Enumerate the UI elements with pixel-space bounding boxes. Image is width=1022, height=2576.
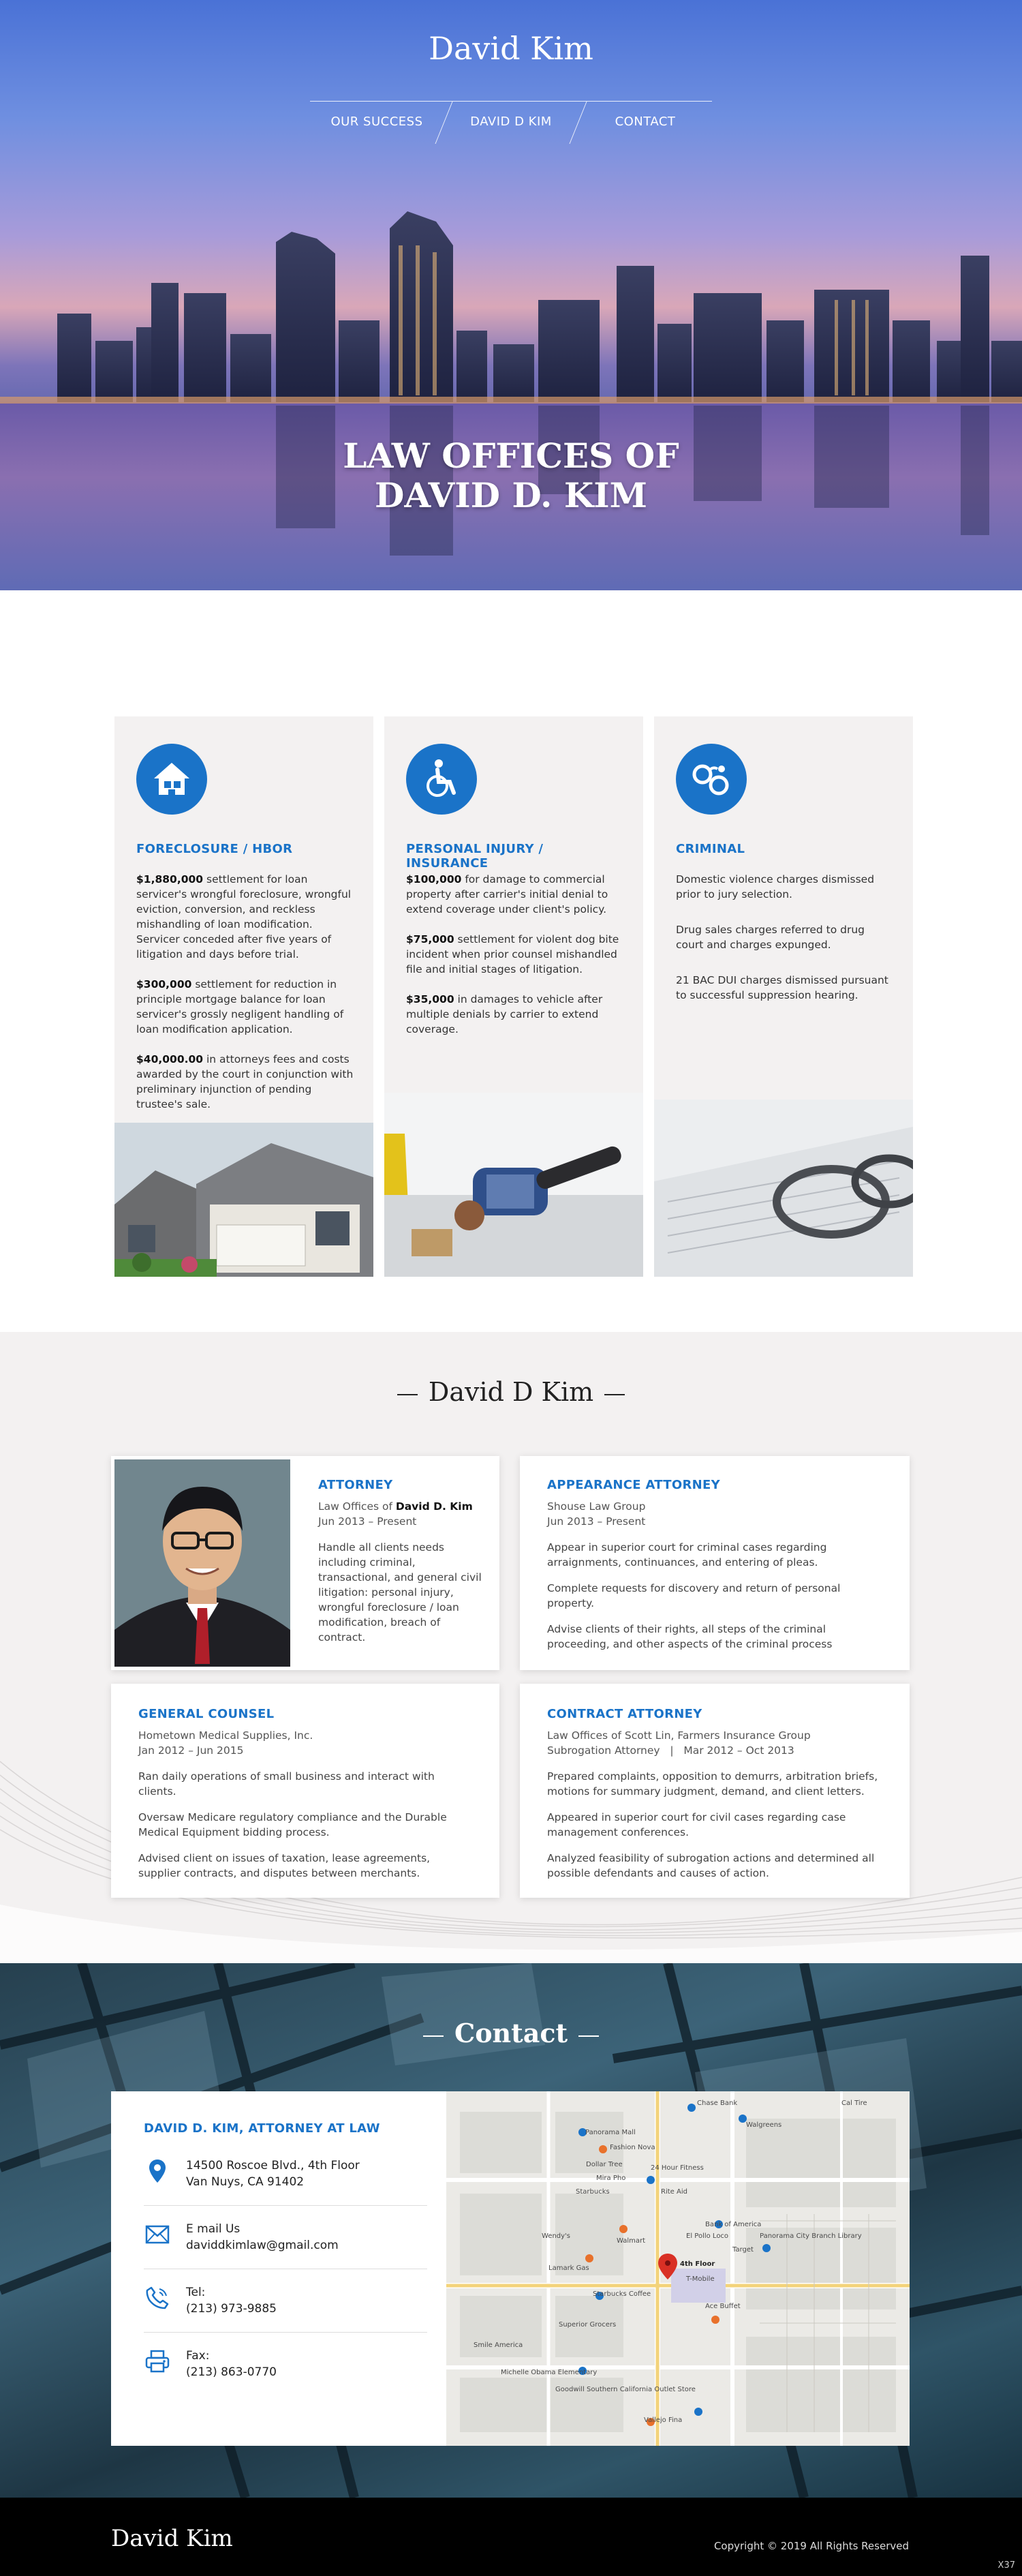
success-card-foreclosure xyxy=(114,716,373,1277)
hero xyxy=(0,0,1022,590)
map-label: Chase Bank xyxy=(697,2100,738,2107)
map-label: Goodwill Southern California Outlet Store xyxy=(555,2386,696,2393)
item-text: in damages to vehicle after multiple denials by carrier to extend coverage. xyxy=(406,993,603,1035)
map-label: Dollar Tree xyxy=(586,2161,623,2168)
hero-heading-line1: LAW OFFICES OF xyxy=(343,436,679,476)
date-range: Mar 2012 – Oct 2013 xyxy=(683,1744,794,1757)
slip-fall-photo xyxy=(384,1093,643,1277)
fax-label: Fax: xyxy=(186,2349,210,2363)
printer-icon xyxy=(144,2348,171,2375)
handcuffs-icon xyxy=(676,744,747,815)
success-cards xyxy=(114,716,913,1277)
map-label: Superior Grocers xyxy=(559,2321,617,2329)
resume-card-item: Appear in superior court for criminal cases regarding arraignments, continuances, and entering of pleas. xyxy=(547,1541,827,1569)
nav-our-success[interactable]: OUR SUCCESS xyxy=(330,115,423,129)
map-label: Panorama Mall xyxy=(585,2129,636,2136)
map-label: Cal Tire xyxy=(841,2100,867,2107)
organization: Hometown Medical Supplies, Inc. xyxy=(138,1729,313,1742)
item-text: for damage to commercial property after carrier's initial denial to extend coverage under client's policy. xyxy=(406,873,608,915)
email-address[interactable]: daviddkimlaw@gmail.com xyxy=(186,2239,339,2252)
title-dash xyxy=(604,1394,625,1395)
resume-card-appearance-attorney xyxy=(520,1456,910,1670)
map-label: El Pollo Loco xyxy=(686,2232,729,2240)
resume-card-meta xyxy=(547,1728,882,1758)
title-dash xyxy=(423,2035,444,2037)
card-items xyxy=(406,872,625,1052)
card-item: 21 BAC DUI charges dismissed pursuant to successful suppression hearing. xyxy=(676,974,888,1001)
date-range: Jan 2012 – Jun 2015 xyxy=(138,1744,244,1757)
contact-fax-row xyxy=(144,2333,427,2395)
map-label: 24 Hour Fitness xyxy=(651,2164,704,2172)
tel-label: Tel: xyxy=(186,2286,206,2299)
date-range: Jun 2013 – Present xyxy=(318,1515,417,1528)
organization: Shouse Law Group xyxy=(547,1500,646,1513)
hero-heading-line2: DAVID D. KIM xyxy=(374,475,648,515)
map-label: Starbucks xyxy=(576,2188,610,2196)
resume-card-item: Advise clients of their rights, all steps of the criminal proceeding, and other aspects of the criminal process xyxy=(547,1623,833,1650)
map-label: T-Mobile xyxy=(686,2275,715,2283)
card-items xyxy=(676,872,895,1023)
resume-card-attorney xyxy=(111,1456,499,1670)
resume-card-general-counsel xyxy=(111,1684,499,1898)
main-nav xyxy=(310,101,712,142)
footer xyxy=(0,2498,1022,2576)
email-label: E mail Us xyxy=(186,2222,241,2236)
success-card-criminal xyxy=(654,716,913,1277)
resume-card-meta xyxy=(547,1499,882,1529)
map-label: Vallejo Fina xyxy=(644,2416,683,2424)
resume-card-title: APPEARANCE ATTORNEY xyxy=(547,1478,720,1492)
email[interactable] xyxy=(186,2221,339,2254)
role-and-dates: Subrogation Attorney | Mar 2012 – Oct 2013 xyxy=(547,1744,794,1757)
item-text: settlement for violent dog bite incident when prior counsel mishandled file and initial stages of litigation. xyxy=(406,933,619,975)
item-text: in attorneys fees and costs awarded by the court in conjunction with preliminary injunction of pending trustee's sale. xyxy=(136,1053,354,1110)
phone[interactable] xyxy=(186,2284,277,2317)
map-pin-icon xyxy=(144,2157,171,2185)
map-label: Panorama City Branch Library xyxy=(760,2232,862,2240)
portrait-photo xyxy=(114,1459,290,1667)
map-label: Wendy's xyxy=(542,2232,571,2240)
footer-badge: X37 xyxy=(997,2560,1015,2571)
resume-card-item: Prepared complaints, opposition to demurrs, arbitration briefs, motions for summary judgment, demand, and client letters. xyxy=(547,1770,878,1798)
resume-card-contract-attorney xyxy=(520,1684,910,1898)
contact-heading: DAVID D. KIM, ATTORNEY AT LAW xyxy=(144,2121,380,2136)
handcuffs-document-photo xyxy=(654,1100,913,1277)
amount: $1,880,000 xyxy=(136,873,204,885)
map-label: Rite Aid xyxy=(661,2188,687,2196)
map-label: 4th Floor xyxy=(680,2260,715,2268)
resume-card-body xyxy=(294,1456,499,1670)
card-item xyxy=(406,932,625,977)
resume-card-item: Ran daily operations of small business and interact with clients. xyxy=(138,1770,435,1798)
map-label: Walmart xyxy=(617,2237,646,2245)
success-card-personal-injury xyxy=(384,716,643,1277)
contact-section xyxy=(0,1963,1022,2498)
item-text: settlement for reduction in principle mortgage balance for loan servicer's grossly negligent handling of loan modification application. xyxy=(136,978,344,1035)
wheelchair-icon xyxy=(406,744,477,815)
contact-address-row xyxy=(144,2156,427,2206)
org-name: David D. Kim xyxy=(395,1500,473,1513)
card-title: FORECLOSURE / HBOR xyxy=(136,842,293,856)
title-dash xyxy=(397,1394,418,1395)
fax xyxy=(186,2348,277,2380)
map-label: Starbucks Coffee xyxy=(593,2290,651,2298)
our-success-section xyxy=(0,590,1022,1332)
resume-card-title: ATTORNEY xyxy=(318,1478,393,1492)
address xyxy=(186,2157,360,2190)
section-title-text: Contact xyxy=(454,2018,568,2048)
resume-card-meta xyxy=(138,1728,472,1758)
contact-email-row[interactable] xyxy=(144,2206,427,2269)
organization: Law Offices of Scott Lin, Farmers Insurance Group xyxy=(547,1729,811,1742)
amount: $100,000 xyxy=(406,873,462,885)
resume-card-item: Oversaw Medicare regulatory compliance and the Durable Medical Equipment bidding process. xyxy=(138,1811,447,1838)
section-title-text: David D Kim xyxy=(428,1377,594,1407)
map-graphic[interactable] xyxy=(446,2091,910,2446)
resume-card-meta xyxy=(318,1499,483,1529)
map-label: Fashion Nova xyxy=(610,2144,655,2151)
footer-brand[interactable]: David Kim xyxy=(111,2525,233,2552)
card-item xyxy=(136,977,356,1037)
map-label: Ace Buffet xyxy=(705,2303,741,2310)
footer-copyright: Copyright © 2019 All Rights Reserved xyxy=(713,2540,909,2552)
date-range: Jun 2013 – Present xyxy=(547,1515,646,1528)
tel-number[interactable]: (213) 973-9885 xyxy=(186,2302,277,2316)
location-map[interactable] xyxy=(446,2091,910,2446)
card-title: PERSONAL INJURY / INSURANCE xyxy=(406,842,544,870)
contact-phone-row[interactable] xyxy=(144,2269,427,2333)
title-dash xyxy=(578,2035,599,2037)
map-label: Bank of America xyxy=(705,2221,762,2228)
map-label: Mira Pho xyxy=(596,2175,626,2182)
card-title: CRIMINAL xyxy=(676,842,745,856)
fax-number: (213) 863-0770 xyxy=(186,2365,277,2379)
resume-card-item: Appeared in superior court for civil cases regarding case management conferences. xyxy=(547,1811,846,1838)
resume-card-title: GENERAL COUNSEL xyxy=(138,1707,275,1721)
resume-card-item: Advised client on issues of taxation, lease agreements, supplier contracts, and disputes between merchants. xyxy=(138,1852,431,1879)
nav-david-d-kim[interactable]: DAVID D KIM xyxy=(470,115,552,129)
role: Subrogation Attorney xyxy=(547,1744,660,1757)
card-item xyxy=(136,1052,356,1112)
address-line1: 14500 Roscoe Blvd., 4th Floor xyxy=(186,2159,360,2172)
house-icon xyxy=(136,744,207,815)
organization xyxy=(318,1499,483,1514)
amount: $300,000 xyxy=(136,978,192,990)
map-label: Smile America xyxy=(474,2342,523,2349)
resume-section xyxy=(0,1332,1022,1963)
section-title-david-d-kim xyxy=(0,1377,1022,1407)
phone-icon xyxy=(144,2284,171,2312)
item-text: settlement for loan servicer's wrongful foreclosure, wrongful eviction, conversion, and reckless mishandling of loan modification. Servicer conceded after five years of litigation and days before trial. xyxy=(136,873,352,960)
card-items xyxy=(136,872,356,1127)
map-label: Michelle Obama Elementary xyxy=(501,2369,598,2376)
contact-info xyxy=(111,2091,446,2446)
map-label: Target xyxy=(732,2246,754,2254)
card-item: Drug sales charges referred to drug court and charges expunged. xyxy=(676,924,865,951)
nav-contact[interactable]: CONTACT xyxy=(615,115,676,129)
card-item xyxy=(406,872,625,917)
card-item: Domestic violence charges dismissed prior to jury selection. xyxy=(676,873,875,900)
hero-heading xyxy=(0,436,1022,515)
org-prefix: Law Offices of xyxy=(318,1500,396,1513)
resume-card-item: Analyzed feasibility of subrogation actions and determined all possible defendants and causes of action. xyxy=(547,1852,875,1879)
envelope-icon xyxy=(144,2221,171,2248)
site-title: David Kim xyxy=(429,30,593,67)
map-label: Lamark Gas xyxy=(548,2264,589,2272)
contact-panel xyxy=(111,2091,910,2446)
amount: $40,000.00 xyxy=(136,1053,204,1065)
section-title-contact xyxy=(0,2018,1022,2048)
map-label: Walgreens xyxy=(746,2121,782,2129)
resume-card-item: Complete requests for discovery and return of personal property. xyxy=(547,1582,841,1609)
address-line2: Van Nuys, CA 91402 xyxy=(186,2175,305,2189)
resume-card-title: CONTRACT ATTORNEY xyxy=(547,1707,702,1721)
card-item xyxy=(136,872,356,962)
amount: $75,000 xyxy=(406,933,454,945)
amount: $35,000 xyxy=(406,993,454,1005)
house-photo xyxy=(114,1123,373,1277)
card-item xyxy=(406,992,625,1037)
resume-card-description: Handle all clients needs including criminal, transactional, and general civil litigation: personal injury, wrongful foreclosure / loan modification, breach of contract. xyxy=(318,1541,482,1643)
